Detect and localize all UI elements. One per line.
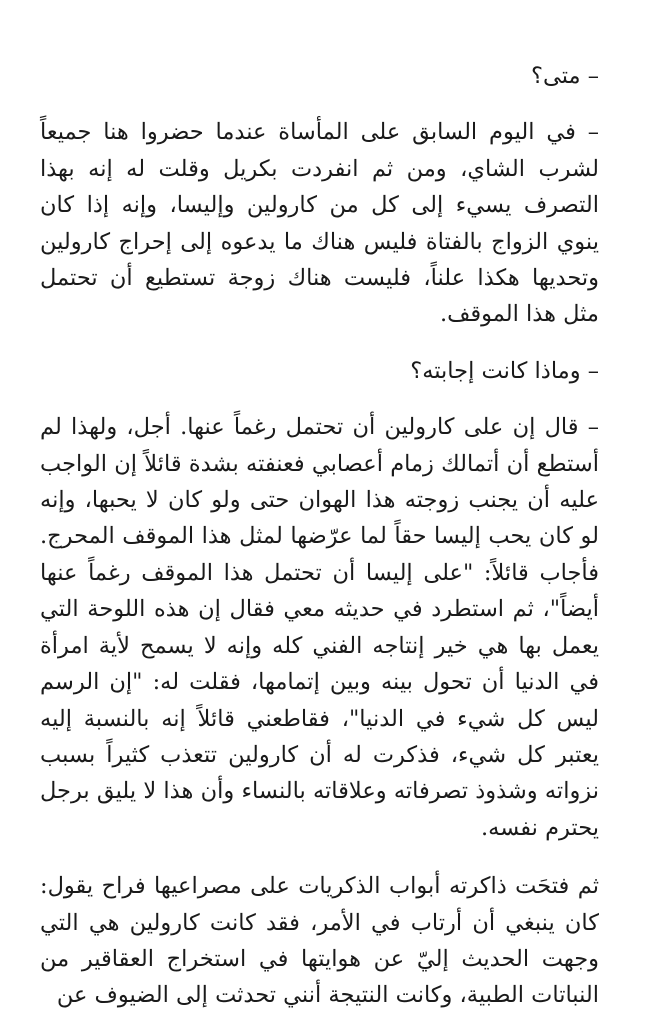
dialogue-paragraph-caroline: – قال إن على كارولين أن تحتمل رغماً عنها. أجل، ولهذا لم أستطع أن أتمالك زمام أعصابي فعنفته بشدة قائلاً إن الواجب عليه أن يجنب زوجته هذا الهوان حتى ولو كان لا يحبها، وإنه لو كان يحب إليسا حقاً لما عرّضها لمثل هذا الموقف المحرج. فأجاب قائلاً: "على إليسا أن تحتمل هذا الموقف رغماً عنها أيضاً"، ثم استطرد في حديثه معي فقال إن هذه اللوحة التي يعمل بها هي خير إنتاجه الفني كله وإنه لا يسمح لأية امرأة في الدنيا أن تحول بينه وبين إتمامها، فقلت له: "إن الرسم ليس كل شيء في الدنيا"، فقاطعني قائلاً إنه بالنسبة إليه يعتبر كل شيء، فذكرت له أن كارولين تتعذب كثيراً بسبب نزواته وشذوذ تصرفاته وعلاقاته بالنساء وأن هذا لا يليق برجل يحترم نفسه. <box>40 414 599 841</box>
dialogue-paragraph-tea: – في اليوم السابق على المأساة عندما حضروا هنا جميعاً لشرب الشاي، ومن ثم انفردت بكريل وقلت له إنه بهذا التصرف يسيء إلى كل من كارولين وإليسا، وإنه إذا كان ينوي الزواج بالفتاة فليس هناك ما يدعوه إلى إحراج كارولين وتحديها هكذا علناً، فليست هناك زوجة تستطيع أن تحتمل مثل هذا الموقف. <box>40 119 599 328</box>
dialogue-question-answer: – وماذا كانت إجابته؟ <box>410 357 599 384</box>
dialogue-question-when: – متى؟ <box>531 63 599 89</box>
narrative-paragraph-memories: ثم فتحَت ذاكرته أبواب الذكريات على مصراعيها فراح يقول: كان ينبغي أن أرتاب في الأمر، فقد كانت كارولين هي التي وجهت الحديث إليّ عن هوايتها في استخراج العقاقير من النباتات الطبية، وكانت النتيجة أنني تحدثت إلى الضيوف عن <box>40 873 599 1009</box>
